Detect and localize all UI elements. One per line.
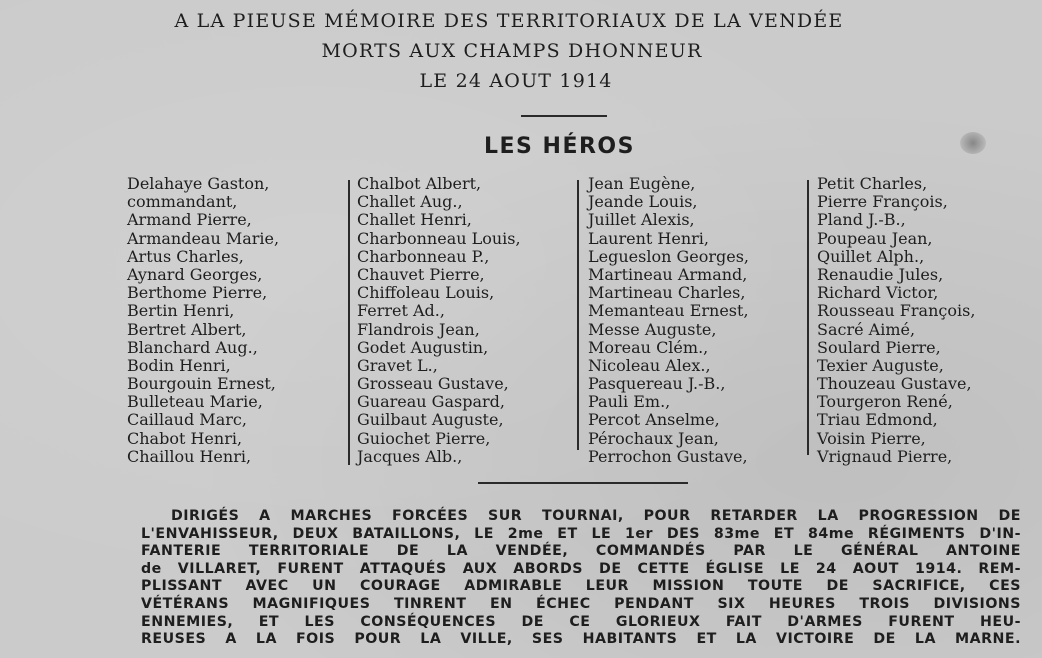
hero-name: Jeande Louis,: [588, 192, 698, 212]
divider-middle: [478, 482, 688, 484]
hero-name: Ferret Ad.,: [357, 301, 445, 321]
paragraph-line: DIRIGÉS A MARCHES FORCÉES SUR TOURNAI, POUR RETARDER LA PROGRESSION DE: [171, 508, 1021, 524]
hero-name: Renaudie Jules,: [817, 264, 944, 284]
paragraph-line: L'ENVAHISSEUR, DEUX BATAILLONS, LE 2me ET LE 1er DES 83me ET 84me RÉGIMENTS D'IN-: [141, 525, 1021, 542]
hero-name: Pasquereau J.-B.,: [588, 374, 726, 394]
column-divider: [348, 180, 350, 465]
hero-name: Guilbaut Auguste,: [357, 410, 504, 430]
hero-name: Artus Charles,: [127, 246, 244, 266]
section-title: LES HÉROS: [484, 134, 635, 159]
hero-name: Caillaud Marc,: [127, 410, 247, 430]
hero-name: Godet Augustin,: [357, 337, 489, 357]
paragraph-line: ENNEMIES, ET LES CONSÉQUENCES DE CE GLORIEUX FAIT D'ARMES FURENT HEU-: [141, 613, 1021, 630]
hero-name: Jean Eugène,: [588, 174, 696, 193]
hero-name: Richard Victor,: [817, 283, 939, 303]
hero-name: Blanchard Aug.,: [127, 337, 258, 357]
column-divider: [577, 180, 579, 450]
hero-name: commandant,: [127, 192, 238, 212]
hero-name: Grosseau Gustave,: [357, 374, 509, 394]
hero-name: Vrignaud Pierre,: [817, 446, 953, 466]
divider-top: [521, 115, 607, 117]
hero-name: Chalbot Albert,: [357, 174, 482, 193]
hero-name: Petit Charles,: [817, 174, 928, 193]
hero-name: Bulleteau Marie,: [127, 392, 263, 412]
hero-name: Legueslon Georges,: [588, 246, 749, 266]
hero-name: Percot Anselme,: [588, 410, 720, 430]
hero-name: Pierre François,: [817, 192, 948, 212]
paragraph-line: REUSES A LA FOIS POUR LA VILLE, SES HABITANTS ET LA VICTOIRE DE LA MARNE.: [141, 631, 1021, 648]
hero-name: Laurent Henri,: [588, 228, 709, 248]
header-date: LE 24 AOUT 1914: [419, 70, 613, 92]
names-column-4: [817, 175, 975, 466]
hero-name: Moreau Clém.,: [588, 337, 709, 357]
hero-name: Memanteau Ernest,: [588, 301, 749, 321]
hero-name: Bertret Albert,: [127, 319, 247, 339]
hero-name: Nicoleau Alex.,: [588, 355, 711, 375]
hero-name: Charbonneau Louis,: [357, 228, 521, 248]
column-divider: [807, 180, 809, 455]
hero-name: Thouzeau Gustave,: [817, 374, 972, 394]
hero-name: Tourgeron René,: [817, 392, 953, 412]
hero-name: Guareau Gaspard,: [357, 392, 505, 412]
hero-name: Challet Aug.,: [357, 192, 463, 212]
hero-name: Charbonneau P.,: [357, 246, 490, 266]
hero-name: Martineau Armand,: [588, 264, 748, 284]
hero-name: Poupeau Jean,: [817, 228, 933, 248]
hero-name: Berthome Pierre,: [127, 283, 268, 303]
paragraph-line: de VILLARET, FURENT ATTAQUÉS AUX ABORDS DE CETTE ÉGLISE LE 24 AOUT 1914. REM-: [141, 560, 1021, 577]
names-column-2: [357, 175, 521, 466]
paragraph-line: PLISSANT AVEC UN COURAGE ADMIRABLE LEUR MISSION TOUTE DE SACRIFICE, CES: [141, 578, 1021, 595]
paragraph-line: FANTERIE TERRITORIALE DE LA VENDÉE, COMMANDÉS PAR LE GÉNÉRAL ANTOINE: [141, 543, 1021, 560]
names-column-1: [127, 175, 279, 466]
hero-name: Delahaye Gaston,: [127, 174, 270, 193]
hero-name: Rousseau François,: [817, 301, 976, 321]
hero-name: Triau Edmond,: [817, 410, 938, 430]
hero-name: Juillet Alexis,: [588, 210, 695, 230]
hero-name: Quillet Alph.,: [817, 246, 925, 266]
hero-name: Aynard Georges,: [127, 264, 263, 284]
hero-name: Sacré Aimé,: [817, 319, 916, 339]
hero-name: Guiochet Pierre,: [357, 428, 491, 448]
hero-name: Challet Henri,: [357, 210, 472, 230]
hero-name: Chaillou Henri,: [127, 446, 252, 466]
hero-name: Perrochon Gustave,: [588, 446, 748, 466]
hero-name: Pland J.-B.,: [817, 210, 906, 230]
header-subtitle: MORTS AUX CHAMPS DHONNEUR: [321, 40, 703, 62]
hero-name: Gravet L.,: [357, 355, 438, 375]
hero-name: Pérochaux Jean,: [588, 428, 719, 448]
hero-name: Bourgouin Ernest,: [127, 374, 276, 394]
hero-name: Flandrois Jean,: [357, 319, 480, 339]
hero-name: Texier Auguste,: [817, 355, 944, 375]
names-column-3: [588, 175, 749, 466]
hero-name: Voisin Pierre,: [817, 428, 926, 448]
hero-name: Soulard Pierre,: [817, 337, 941, 357]
hero-name: Bodin Henri,: [127, 355, 231, 375]
hero-name: Armand Pierre,: [127, 210, 252, 230]
hero-name: Messe Auguste,: [588, 319, 717, 339]
hero-name: Jacques Alb.,: [357, 446, 463, 466]
hero-name: Pauli Em.,: [588, 392, 671, 412]
hero-name: Martineau Charles,: [588, 283, 746, 303]
hero-name: Armandeau Marie,: [127, 228, 280, 248]
paragraph-line: VÉTÉRANS MAGNIFIQUES TINRENT EN ÉCHEC PENDANT SIX HEURES TROIS DIVISIONS: [141, 596, 1021, 612]
hero-name: Bertin Henri,: [127, 301, 235, 321]
hero-name: Chauvet Pierre,: [357, 264, 485, 284]
hero-name: Chabot Henri,: [127, 428, 243, 448]
header-dedication: A LA PIEUSE MÉMOIRE DES TERRITORIAUX DE LA VENDÉE: [174, 10, 844, 32]
ink-stain: [960, 132, 986, 154]
hero-name: Chiffoleau Louis,: [357, 283, 495, 303]
